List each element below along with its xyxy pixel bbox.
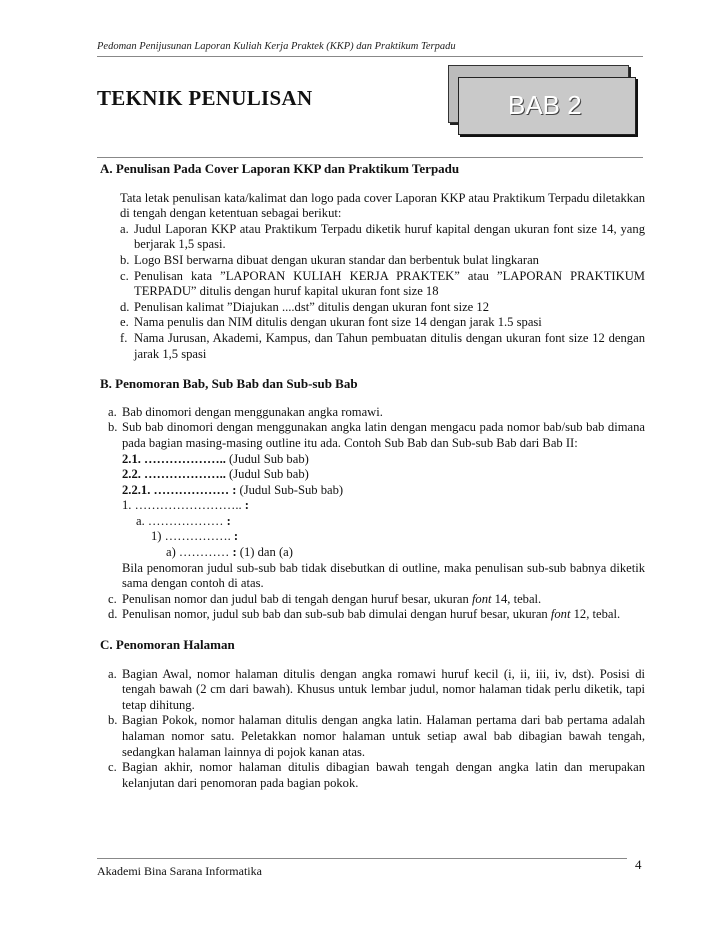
section-b-note: Bila penomoran judul sub-sub bab tidak disebutkan di outline, maka penulisan sub-sub babnya diketik sama dengan contoh di atas. (122, 560, 645, 591)
section-a-body (120, 191, 645, 363)
page-number: 4 (635, 857, 642, 872)
section-b-item-c: c. Penulisan nomor dan judul bab di tengah dengan huruf besar, ukuran font 14, tebal. (108, 591, 542, 606)
section-c-item: b. Bagian Pokok, nomor halaman ditulis dengan angka latin. Halaman pertama dari bab pertama adalah halaman nomor satu. Peletakkan nomor halaman untuk setiap awal bab dibagian bawah tengah, sedangkan halaman lainnya di pojok kanan atas. (108, 713, 645, 759)
section-b-heading: B. Penomoran Bab, Sub Bab dan Sub-sub Bab (100, 376, 358, 392)
section-b-item-b: b. Sub bab dinomori dengan menggunakan angka latin dengan mengacu pada nomor bab/sub bab dimana pada bagian masing-masing outline itu ada. Contoh Sub Bab dan Sub-sub Bab dari Bab II: 2.1. ……………….. (Judul Sub bab) 2.2. ……………….. (Judul Sub bab) 2.2.1. ……………… : (Judul Sub-Sub bab) 1. …………………….. : a. ……………… : 1) ……………. : a) ………… : (1) dan (a) Bila penomoran judul sub-sub bab tidak disebutkan di outline, maka penulisan sub-sub babnya diketik sama dengan contoh di atas. (108, 420, 645, 591)
section-a-item: f. Nama Jurusan, Akademi, Kampus, dan Tahun pembuatan ditulis dengan ukuran font size 12 dengan jarak 1,5 spasi (120, 330, 645, 361)
section-c-heading: C. Penomoran Halaman (100, 637, 235, 653)
numbering-example: 2.1. ……………….. (Judul Sub bab) 2.2. ……………….. (Judul Sub bab) 2.2.1. ……………… : (Judul Sub-Sub bab) 1. …………………….. : a. ……………… : 1) ……………. : a) ………… : (1) dan (a) (122, 451, 344, 560)
section-a-intro: Tata letak penulisan kata/kalimat dan logo pada cover Laporan KKP atau Praktikum Terpadu diletakkan di tengah dengan ketentuan sebagai berikut: (120, 190, 645, 221)
section-c-body (108, 667, 645, 792)
document-body (100, 158, 645, 791)
section-c-item: c. Bagian akhir, nomor halaman ditulis dibagian bawah tengah dengan angka latin dan merupakan kelanjutan dari penomoran pada bagian pokok. (108, 760, 645, 790)
section-a-item: c. Penulisan kata ”LAPORAN KULIAH KERJA PRAKTEK” atau ”LAPORAN PRAKTIKUM TERPADU” ditulis dengan huruf kapital ukuran font size 18 (120, 268, 645, 299)
section-a-item: b. Logo BSI berwarna dibuat dengan ukuran standar dan berbentuk bulat lingkaran (120, 252, 539, 267)
section-a-heading: A. Penulisan Pada Cover Laporan KKP dan Praktikum Terpadu (100, 161, 460, 176)
section-c-item: a. Bagian Awal, nomor halaman ditulis dengan angka romawi huruf kecil (i, ii, iii, iv, dst). Posisi di tengah bawah (2 cm dari bawah). Khusus untuk lembar judul, nomor halaman tidak perlu diketik, tapi tetap dihitung. (108, 666, 645, 712)
footer-institution: Akademi Bina Sarana Informatika (97, 864, 262, 878)
section-b-item-a: a. Bab dinomori dengan menggunakan angka romawi. (108, 404, 383, 419)
section-a-item: a. Judul Laporan KKP atau Praktikum Terpadu diketik huruf kapital dengan ukuran font size 14, yang berjarak 1,5 spasi. (120, 221, 645, 252)
chapter-title: TEKNIK PENULISAN (97, 86, 313, 110)
section-b-body (108, 405, 645, 623)
running-header: Pedoman Penijusunan Laporan Kuliah Kerja Praktek (KKP) dan Praktikum Terpadu (97, 41, 456, 52)
section-a-item: d. Penulisan kalimat ”Diajukan ....dst” ditulis dengan ukuran font size 12 (120, 299, 489, 314)
bab-label: BAB 2 (508, 90, 582, 120)
section-b-item-d: d. Penulisan nomor, judul sub bab dan sub-sub bab dimulai dengan huruf besar, ukuran font 12, tebal. (108, 607, 621, 622)
footer-divider (97, 858, 627, 859)
header-divider (97, 56, 643, 57)
section-a-item: e. Nama penulis dan NIM ditulis dengan ukuran font size 14 dengan jarak 1.5 spasi (120, 315, 542, 330)
